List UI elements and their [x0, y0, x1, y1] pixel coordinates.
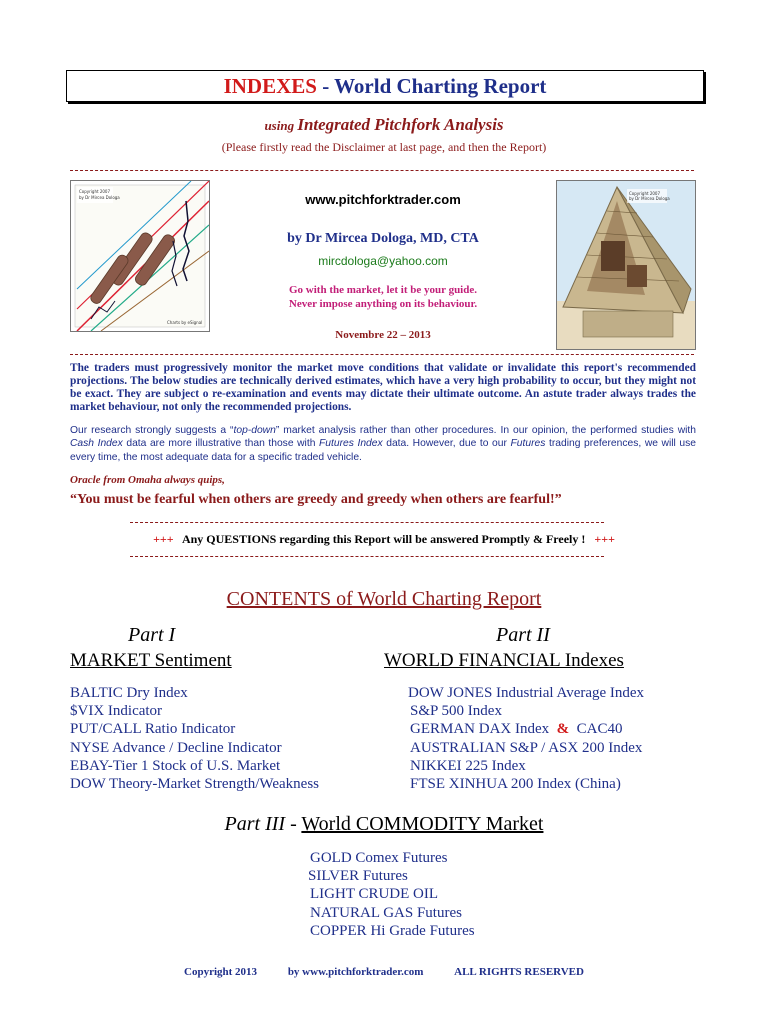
- plus-left: +++: [153, 532, 174, 546]
- website-link[interactable]: www.pitchforktrader.com: [305, 192, 461, 207]
- list-item[interactable]: COPPER Hi Grade Futures: [310, 922, 475, 939]
- list-item-dax[interactable]: [408, 720, 644, 738]
- part1-list: [70, 684, 319, 793]
- contents-heading: CONTENTS of World Charting Report: [226, 588, 542, 610]
- list-item[interactable]: NYSE Advance / Decline Indicator: [70, 739, 282, 756]
- list-item[interactable]: DOW Theory-Market Strength/Weakness: [70, 776, 320, 793]
- p2-cash: Cash Index: [70, 438, 123, 450]
- svg-text:by Dr Mircea Dologa: by Dr Mircea Dologa: [79, 195, 120, 200]
- oracle-line: Oracle from Omaha always quips,: [70, 474, 225, 486]
- footer: [0, 966, 768, 978]
- part3-heading: [0, 813, 768, 836]
- p2-futures2: Futures: [510, 438, 546, 450]
- divider-mid: [70, 354, 694, 355]
- list-item[interactable]: BALTIC Dry Index: [70, 685, 188, 701]
- p2-a: Our research strongly suggests a “: [70, 425, 234, 436]
- list-item[interactable]: $VIX Indicator: [70, 703, 163, 720]
- list-item[interactable]: AUSTRALIAN S&P / ASX 200 Index: [410, 739, 643, 756]
- list-item[interactable]: NATURAL GAS Futures: [310, 904, 462, 921]
- part3-label: Part III: [224, 813, 286, 835]
- part1-label: Part I: [128, 624, 176, 646]
- part1-heading: MARKET Sentiment: [70, 650, 232, 671]
- list-item[interactable]: GOLD Comex Futures: [310, 850, 448, 866]
- divider-questions-bottom: [130, 556, 604, 557]
- report-title: [66, 70, 704, 102]
- ampersand: &: [556, 721, 570, 738]
- footer-copyright: Copyright 2013: [184, 966, 258, 978]
- p2-topdown: top-down: [233, 425, 276, 436]
- motto-line-1: Go with the market, let it be your guide.: [288, 284, 477, 296]
- intro-paragraph-2: [70, 424, 696, 464]
- list-item[interactable]: DOW JONES Industrial Average Index: [408, 685, 645, 701]
- p2-b: ” market analysis rather than other procedures. In our opinion, the performed studies with: [275, 425, 697, 436]
- pyramid-icon: [557, 181, 695, 349]
- list-item[interactable]: LIGHT CRUDE OIL: [310, 886, 439, 903]
- cac-label: CAC40: [576, 721, 623, 738]
- part2-label: Part II: [496, 624, 550, 646]
- report-date: Novembre 22 – 2013: [335, 329, 431, 341]
- pyramid-image: [556, 180, 696, 350]
- questions-line: [0, 532, 768, 547]
- list-item[interactable]: SILVER Futures: [308, 868, 408, 885]
- svg-text:Charts by eSignal: Charts by eSignal: [167, 320, 203, 325]
- list-item[interactable]: PUT/CALL Ratio Indicator: [70, 721, 236, 738]
- divider-questions-top: [130, 522, 604, 523]
- disclaimer-note: (Please firstly read the Disclaimer at last page, and then the Report): [221, 140, 547, 154]
- svg-text:Copyright 2007: Copyright 2007: [79, 189, 110, 194]
- p2-c: data are more illustrative than those with: [122, 438, 319, 450]
- author-email[interactable]: mircdologa@yahoo.com: [318, 254, 448, 268]
- buffett-quote: “You must be fearful when others are greedy and greedy when others are fearful!”: [70, 492, 562, 507]
- svg-text:Copyright 2007: Copyright 2007: [629, 191, 660, 196]
- part3-dash: -: [285, 813, 302, 835]
- motto: [210, 283, 556, 311]
- part2-heading: WORLD FINANCIAL Indexes: [384, 650, 624, 671]
- list-item[interactable]: NIKKEI 225 Index: [410, 757, 526, 774]
- title-indexes: INDEXES: [223, 74, 317, 98]
- p2-d: data. However, due to our: [382, 438, 511, 450]
- motto-line-2: Never impose anything on its behaviour.: [288, 298, 478, 310]
- part3-list: [310, 849, 475, 940]
- p2-futures: Futures Index: [318, 438, 383, 450]
- subtitle-using: using: [264, 118, 298, 133]
- list-item[interactable]: S&P 500 Index: [410, 703, 502, 720]
- part3-title: World COMMODITY Market: [301, 813, 544, 835]
- subtitle-method: Integrated Pitchfork Analysis: [297, 115, 504, 134]
- plus-right: +++: [594, 532, 615, 546]
- author-byline: by Dr Mircea Dologa, MD, CTA: [287, 231, 479, 246]
- p2-e: trading preferences, we will use every time, the most adequate data for a specific traded vehicle.: [70, 438, 697, 463]
- part2-list: [408, 684, 644, 793]
- title-rest: - World Charting Report: [316, 74, 547, 98]
- pitchfork-chart-icon: [71, 181, 209, 331]
- pitchfork-chart-image: [70, 180, 210, 332]
- intro-paragraph-1: The traders must progressively monitor the market move conditions that validate or invalidate this report's recommended projections. The below studies are technically derived estimates, which have a very high probability to occur, but they might not be exact. They are subject o re-examination and events may dictate their ultimate outcome. An astute trader always trades the market behaviour, not only the recommended projections.: [70, 362, 696, 413]
- dax-label: GERMAN DAX Index: [410, 721, 550, 738]
- footer-rights: ALL RIGHTS RESERVED: [454, 966, 584, 978]
- footer-by[interactable]: by www.pitchforktrader.com: [287, 966, 424, 978]
- questions-text: Any QUESTIONS regarding this Report will be answered Promptly & Freely !: [181, 532, 586, 546]
- list-item[interactable]: FTSE XINHUA 200 Index (China): [410, 776, 621, 793]
- list-item[interactable]: EBAY-Tier 1 Stock of U.S. Market: [70, 757, 281, 774]
- divider-top: [70, 170, 694, 171]
- subtitle: [0, 115, 768, 135]
- svg-text:by Dr Mircea Dologa: by Dr Mircea Dologa: [629, 196, 670, 201]
